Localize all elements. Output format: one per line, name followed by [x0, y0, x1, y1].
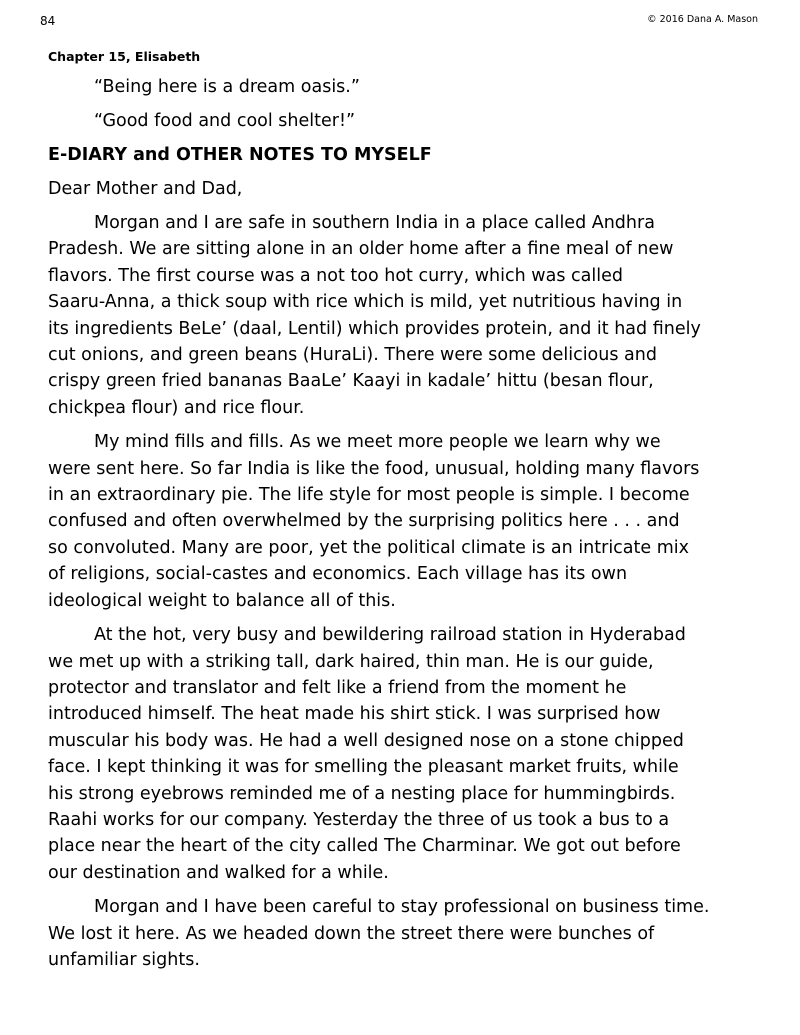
paragraph-line: ideological weight to balance all of this.: [48, 590, 396, 611]
paragraph-line: Raahi works for our company. Yesterday the three of us took a bus to a: [48, 809, 670, 830]
paragraph-line: in an extraordinary pie. The life style for most people is simple. I become: [48, 485, 690, 506]
paragraph-line: we met up with a striking tall, dark haired, thin man. He is our guide,: [48, 651, 654, 672]
paragraph-line: flavors. The first course was a not too hot curry, which was called: [48, 265, 623, 286]
paragraph-line: crispy green fried bananas BaaLe’ Kaayi in kadale’ hittu (besan flour,: [48, 371, 654, 392]
paragraph-line: Saaru-Anna, a thick soup with rice which is mild, yet nutritious having in: [48, 292, 683, 313]
paragraph-line: Morgan and I are safe in southern India in a place called Andhra: [94, 213, 655, 233]
salutation: Dear Mother and Dad,: [48, 179, 243, 199]
paragraph-line: confused and often overwhelmed by the surprising politics here . . . and: [48, 511, 680, 532]
page-body: [48, 48, 760, 981]
paragraph-line: so convoluted. Many are poor, yet the political climate is an intricate mix: [48, 537, 689, 558]
paragraph-line: place near the heart of the city called The Charminar. We got out before: [48, 836, 681, 857]
paragraph-line: My mind fills and fills. As we meet more people we learn why we: [94, 432, 661, 453]
paragraph-line: its ingredients BeLe’ (daal, Lentil) which provides protein, and it had finely: [48, 318, 701, 339]
paragraph: [48, 622, 760, 886]
paragraph-line: chickpea flour) and rice flour.: [48, 397, 305, 418]
paragraph: [48, 894, 760, 973]
section-heading: E-DIARY and OTHER NOTES TO MYSELF: [48, 145, 432, 165]
page-number: 84: [40, 14, 56, 28]
chapter-heading: Chapter 15, Elisabeth: [48, 49, 201, 64]
paragraph-line: were sent here. So far India is like the food, unusual, holding many flavors: [48, 458, 700, 479]
quote-line: “Being here is a dream oasis.”: [94, 77, 360, 97]
paragraph-line: introduced himself. The heat made his shirt stick. I was surprised how: [48, 704, 661, 725]
paragraph-line: Morgan and I have been careful to stay professional on business time.: [94, 897, 710, 918]
paragraph-line: of religions, social-castes and economics. Each village has its own: [48, 564, 628, 585]
paragraph-line: cut onions, and green beans (HuraLi). There were some delicious and: [48, 345, 657, 366]
paragraph-line: our destination and walked for a while.: [48, 862, 389, 883]
paragraph: [48, 429, 760, 614]
paragraph-line: his strong eyebrows reminded me of a nesting place for hummingbirds.: [48, 783, 676, 804]
paragraph-line: Pradesh. We are sitting alone in an older home after a fine meal of new: [48, 239, 674, 260]
copyright-notice: © 2016 Dana A. Mason: [647, 14, 758, 25]
paragraph-line: At the hot, very busy and bewildering railroad station in Hyderabad: [94, 625, 686, 646]
paragraph-line: muscular his body was. He had a well designed nose on a stone chipped: [48, 730, 684, 751]
paragraph: [48, 210, 760, 421]
paragraph-line: We lost it here. As we headed down the street there were bunches of: [48, 923, 655, 944]
paragraph-line: face. I kept thinking it was for smelling the pleasant market fruits, while: [48, 757, 679, 778]
paragraph-line: protector and translator and felt like a friend from the moment he: [48, 677, 627, 698]
paragraph-line: unfamiliar sights.: [48, 949, 200, 970]
quote-line: “Good food and cool shelter!”: [94, 111, 356, 131]
